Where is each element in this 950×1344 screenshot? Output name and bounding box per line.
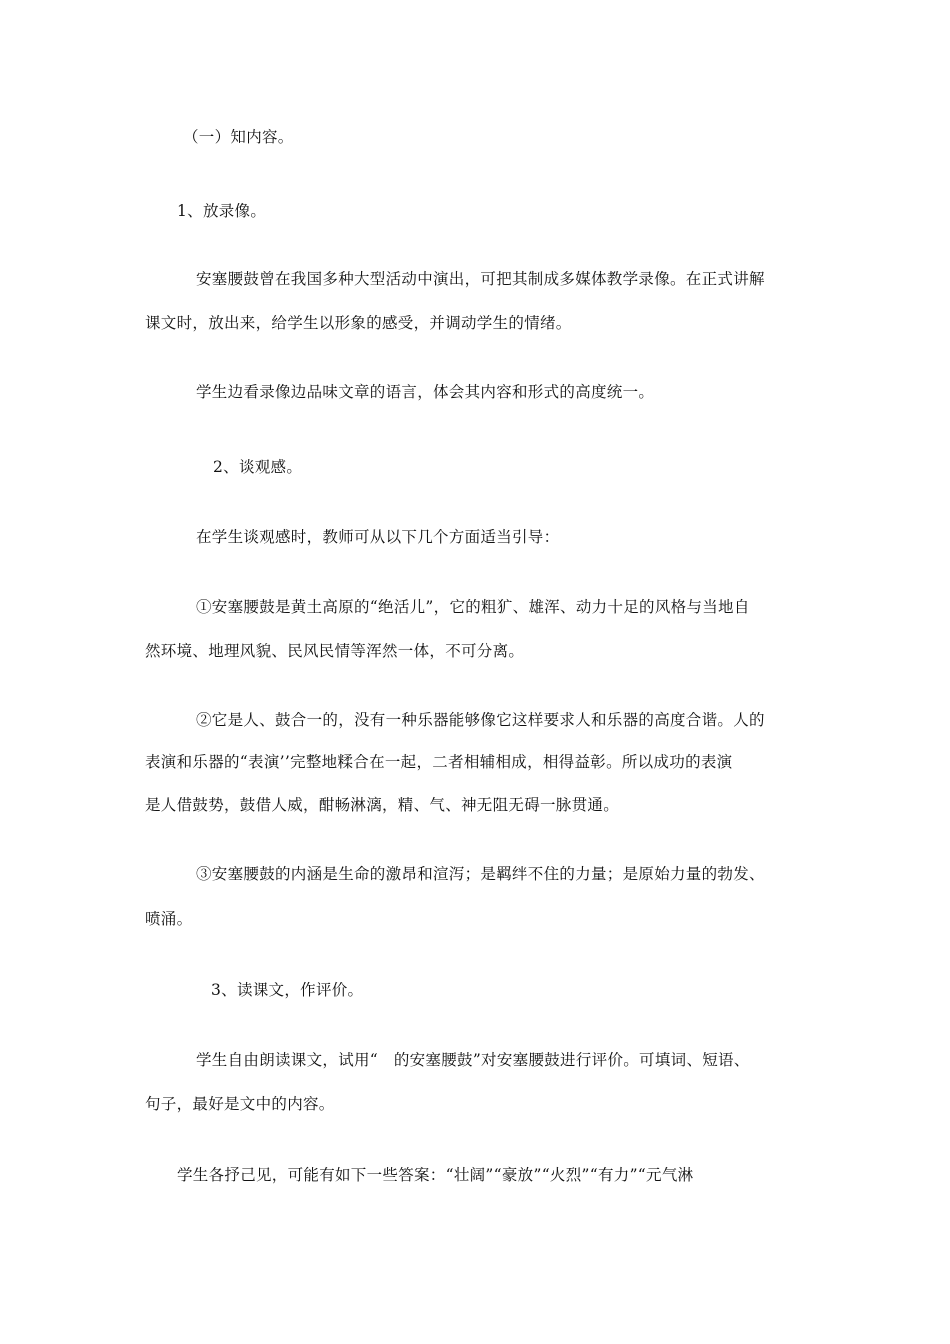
section-heading: （一）知内容。	[183, 128, 294, 146]
list-item-line: 喷涌。	[145, 910, 193, 928]
list-item-line: 然环境、地理风貌、民风民情等浑然一体，不可分离。	[145, 642, 525, 660]
paragraph-line: 句子，最好是文中的内容。	[145, 1095, 335, 1113]
list-item-line: ①安塞腰鼓是黄土高原的“绝活儿”，它的粗犷、雄浑、动力十足的风格与当地自	[196, 598, 750, 616]
paragraph-line: 课文时，放出来，给学生以形象的感受，并调动学生的情绪。	[145, 314, 572, 332]
list-item-line: 表演和乐器的“表演’’完整地糅合在一起，二者相辅相成，相得益彰。所以成功的表演	[145, 753, 733, 771]
paragraph-line: 安塞腰鼓曾在我国多种大型活动中演出，可把其制成多媒体教学录像。在正式讲解	[196, 270, 765, 288]
list-item-line: ③安塞腰鼓的内涵是生命的激昂和渲泻；是羁绊不住的力量；是原始力量的勃发、	[196, 865, 765, 883]
paragraph-line: 学生边看录像边品味文章的语言，体会其内容和形式的高度统一。	[196, 383, 655, 401]
step-heading: 1、放录像。	[177, 202, 267, 220]
step-heading: 3、读课文，作评价。	[211, 981, 364, 999]
paragraph-line: 学生自由朗读课文，试用“ 的安塞腰鼓”对安塞腰鼓进行评价。可填词、短语、	[196, 1051, 750, 1069]
step-heading: 2、谈观感。	[213, 458, 303, 476]
paragraph-line: 在学生谈观感时，教师可从以下几个方面适当引导：	[196, 528, 560, 546]
paragraph-line: 学生各抒己见，可能有如下一些答案：“壮阔”“豪放”“火烈”“有力”“元气淋	[177, 1166, 694, 1184]
list-item-line: 是人借鼓势，鼓借人威，酣畅淋漓，精、气、神无阻无碍一脉贯通。	[145, 796, 620, 814]
list-item-line: ②它是人、鼓合一的，没有一种乐器能够像它这样要求人和乐器的高度合谐。人的	[196, 711, 765, 729]
